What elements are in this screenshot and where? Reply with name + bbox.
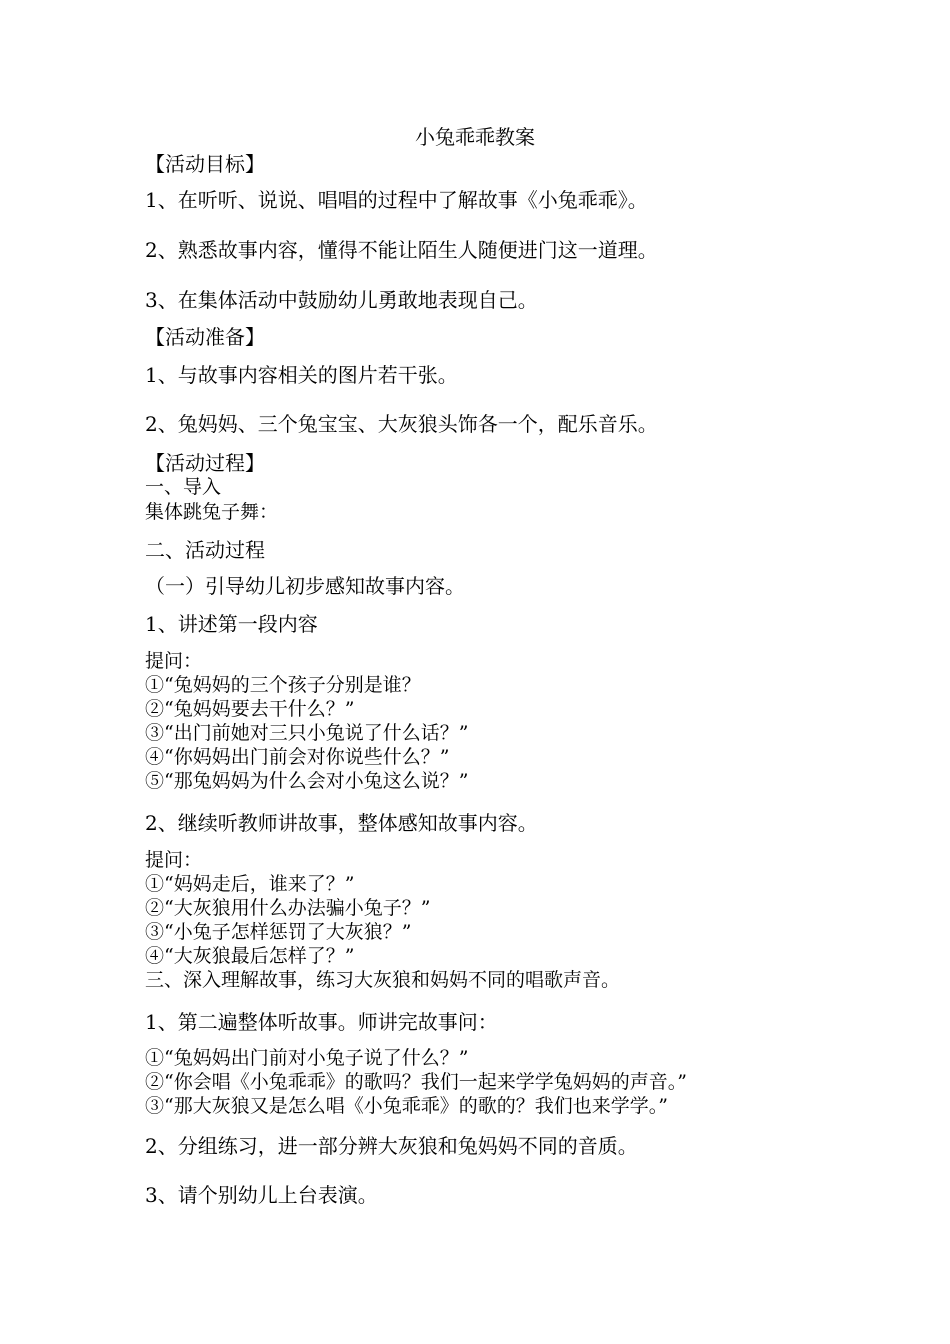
question-item: ①“兔妈妈出门前对小兔子说了什么？” bbox=[145, 1047, 469, 1069]
question-item: ③“出门前她对三只小兔说了什么话？” bbox=[145, 722, 469, 744]
preparation-item: 2、兔妈妈、三个兔宝宝、大灰狼头饰各一个，配乐音乐。 bbox=[145, 412, 658, 436]
question-item: ②“兔妈妈要去干什么？” bbox=[145, 698, 355, 720]
part3-step-2: 2、分组练习，进一部分辨大灰狼和兔妈妈不同的音质。 bbox=[145, 1134, 638, 1158]
part3-title: 三、深入理解故事，练习大灰狼和妈妈不同的唱歌声音。 bbox=[145, 969, 621, 991]
preparation-heading: 【活动准备】 bbox=[145, 325, 265, 349]
part2-title: 二、活动过程 bbox=[145, 538, 265, 562]
question-label: 提问： bbox=[145, 849, 203, 871]
question-item: ⑤“那兔妈妈为什么会对小兔这么说？” bbox=[145, 770, 469, 792]
question-item: ③“小兔子怎样惩罚了大灰狼？” bbox=[145, 921, 412, 943]
process-heading: 【活动过程】 bbox=[145, 451, 265, 475]
step-1: 1、讲述第一段内容 bbox=[145, 612, 318, 636]
step-2: 2、继续听教师讲故事，整体感知故事内容。 bbox=[145, 811, 538, 835]
question-item: ③“那大灰狼又是怎么唱《小兔乖乖》的歌的？我们也来学学。” bbox=[145, 1095, 668, 1117]
question-item: ①“兔妈妈的三个孩子分别是谁？ bbox=[145, 674, 421, 696]
page-title: 小兔乖乖教案 bbox=[415, 125, 535, 149]
question-item: ②“大灰狼用什么办法骗小兔子？” bbox=[145, 897, 431, 919]
intro-title: 一、导入 bbox=[145, 476, 222, 498]
intro-text: 集体跳兔子舞： bbox=[145, 501, 279, 523]
question-item: ①“妈妈走后，谁来了？” bbox=[145, 873, 355, 895]
part2-subtitle: （一）引导幼儿初步感知故事内容。 bbox=[145, 574, 465, 598]
goals-heading: 【活动目标】 bbox=[145, 152, 265, 176]
preparation-item: 1、与故事内容相关的图片若干张。 bbox=[145, 363, 458, 387]
question-item: ②“你会唱《小兔乖乖》的歌吗？我们一起来学学兔妈妈的声音。” bbox=[145, 1071, 687, 1093]
goal-item: 2、熟悉故事内容，懂得不能让陌生人随便进门这一道理。 bbox=[145, 238, 658, 262]
question-label: 提问： bbox=[145, 650, 203, 672]
goal-item: 3、在集体活动中鼓励幼儿勇敢地表现自己。 bbox=[145, 288, 538, 312]
part3-step-3: 3、请个别幼儿上台表演。 bbox=[145, 1183, 378, 1207]
part3-step-1: 1、第二遍整体听故事。师讲完故事问： bbox=[145, 1010, 498, 1034]
question-item: ④“大灰狼最后怎样了？” bbox=[145, 945, 355, 967]
question-item: ④“你妈妈出门前会对你说些什么？” bbox=[145, 746, 450, 768]
goal-item: 1、在听听、说说、唱唱的过程中了解故事《小兔乖乖》。 bbox=[145, 188, 648, 212]
